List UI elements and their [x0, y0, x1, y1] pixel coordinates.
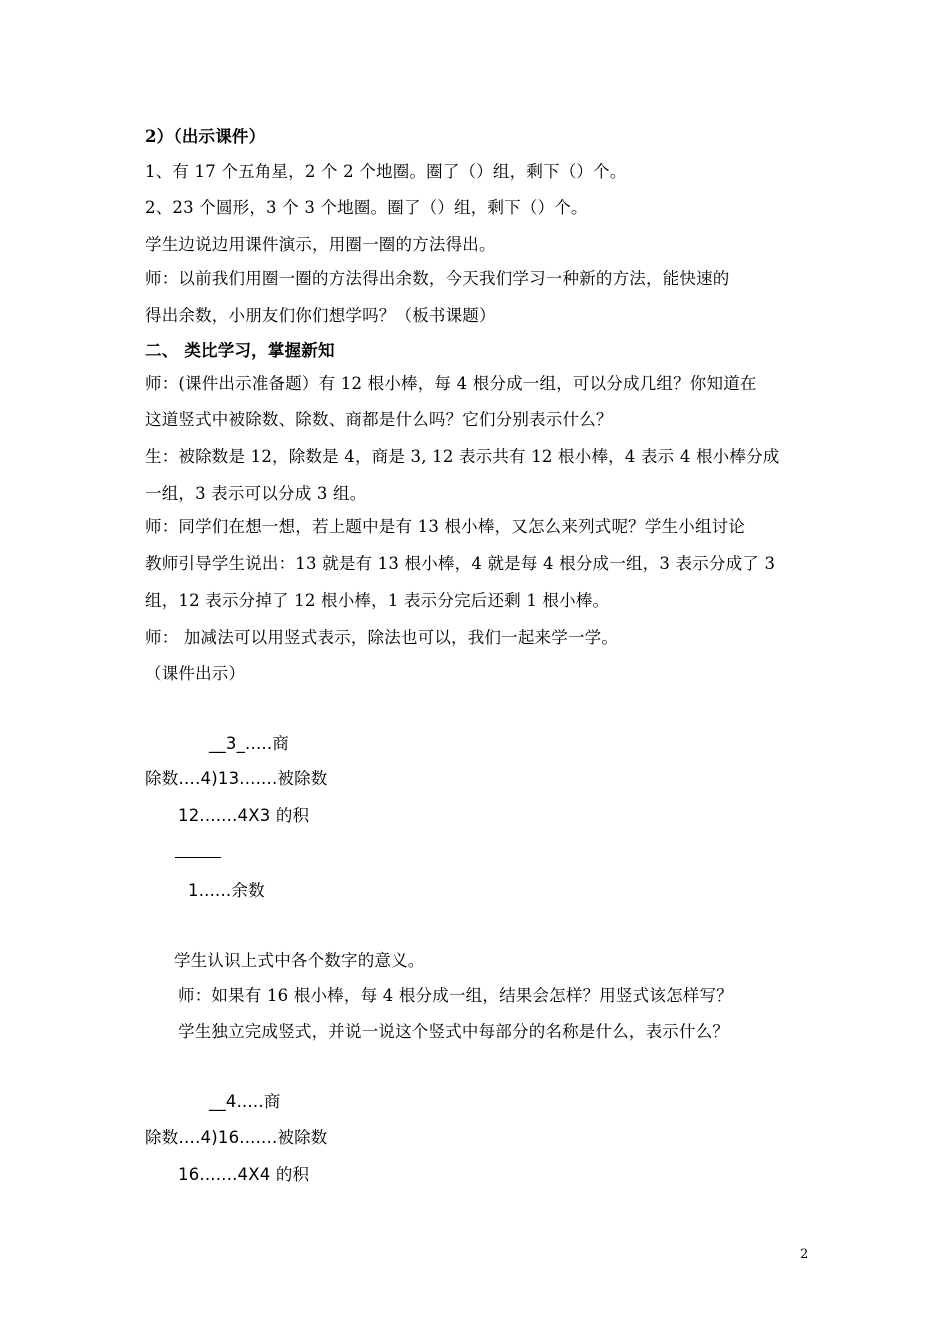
paragraph-line: 生：被除数是 12，除数是 4，商是 3, 12 表示共有 12 根小棒，4 表示 4 根小棒分成 — [145, 447, 780, 466]
division2-product: 16.......4X4 的积 — [178, 1165, 310, 1184]
paragraph-line: 这道竖式中被除数、除数、商都是什么吗？它们分别表示什么？ — [145, 410, 613, 429]
division1-remainder: 1......余数 — [188, 881, 265, 900]
paragraph-line: 一组，3 表示可以分成 3 组。 — [145, 484, 367, 503]
paragraph-line: 学生独立完成竖式，并说一说这个竖式中每部分的名称是什么，表示什么？ — [178, 1022, 730, 1041]
paragraph-line: 组，12 表示分掉了 12 根小棒，1 表示分完后还剩 1 根小棒。 — [145, 591, 610, 610]
exercise-line-2: 2、23 个圆形，3 个 3 个地圈。圈了（）组，剩下（）个。 — [145, 198, 588, 217]
division2-quotient: __4.....商 — [209, 1092, 281, 1111]
page-number: 2 — [800, 1247, 809, 1262]
exercise-line-1: 1、有 17 个五角星，2 个 2 个地圈。圈了（）组，剩下（）个。 — [145, 162, 627, 181]
division2-dividend: 除数….4)16.......被除数 — [145, 1128, 328, 1147]
paragraph-line: 教师引导学生说出：13 就是有 13 根小棒，4 就是每 4 根分成一组，3 表示分成了 3 — [145, 554, 776, 573]
division1-dividend: 除数….4)13.......被除数 — [145, 769, 328, 788]
paragraph-line: 学生边说边用课件演示，用圈一圈的方法得出。 — [145, 235, 496, 254]
division1-product: 12.......4X3 的积 — [178, 806, 310, 825]
paragraph-line: （课件出示） — [145, 664, 246, 683]
section2-heading: 2）（出示课件） — [145, 127, 266, 146]
paragraph-line: 师：(课件出示准备题）有 12 根小棒，每 4 根分成一组，可以分成几组？你知道在 — [145, 374, 757, 393]
division1-rule — [175, 857, 221, 858]
paragraph-line: 师：同学们在想一想，若上题中是有 13 根小棒，又怎么来列式呢？学生小组讨论 — [145, 517, 746, 536]
paragraph-line: 学生认识上式中各个数字的意义。 — [174, 951, 425, 970]
section-heading: 二、 类比学习，掌握新知 — [145, 341, 335, 360]
division1-quotient: __3_.....商 — [209, 734, 289, 753]
paragraph-line: 得出余数，小朋友们你们想学吗？（板书课题） — [145, 306, 496, 325]
paragraph-line: 师：以前我们用圈一圈的方法得出余数，今天我们学习一种新的方法，能快速的 — [145, 269, 730, 288]
paragraph-line: 师： 加减法可以用竖式表示，除法也可以，我们一起来学一学。 — [145, 628, 619, 647]
paragraph-line: 师：如果有 16 根小棒，每 4 根分成一组，结果会怎样？用竖式该怎样写？ — [178, 986, 733, 1005]
